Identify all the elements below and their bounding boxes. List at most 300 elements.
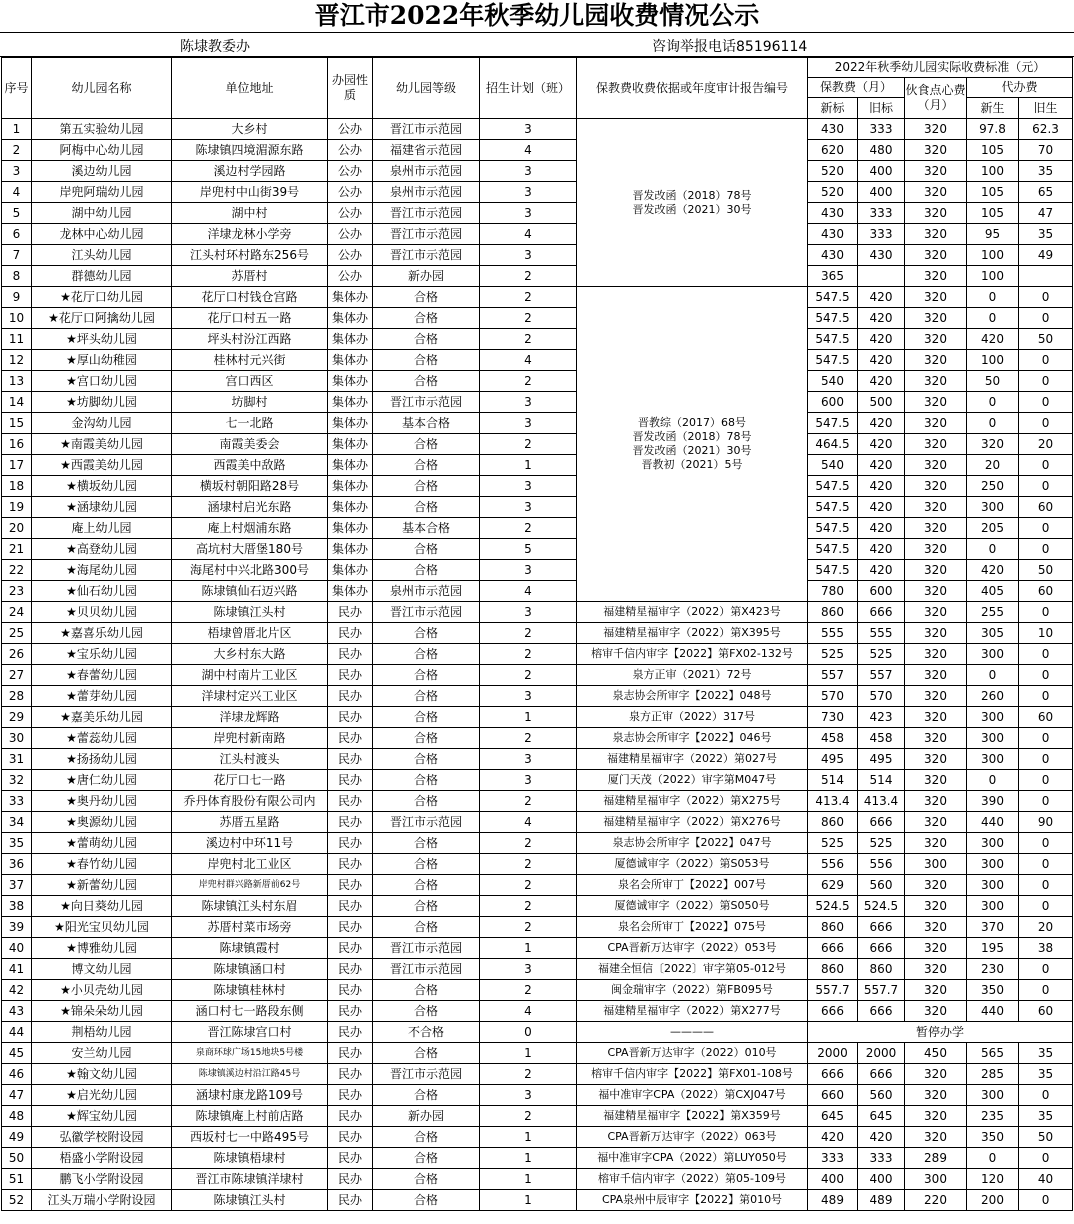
cell-tuition-old: 420 [858, 413, 905, 434]
cell-index: 9 [2, 287, 32, 308]
cell-agency-old: 50 [1019, 560, 1073, 581]
cell-tuition-old: 666 [858, 1064, 905, 1085]
cell-address: 泉商环球广场15地块5号楼 [172, 1043, 328, 1064]
cell-plan: 3 [480, 119, 577, 140]
cell-level: 合格 [373, 560, 480, 581]
table-row [2, 1169, 1073, 1190]
cell-level: 合格 [373, 686, 480, 707]
cell-basis-group-public: 晋发改函（2018）78号 晋发改函（2021）30号 [577, 119, 808, 287]
cell-agency-new: 0 [967, 770, 1019, 791]
cell-tuition-old: 420 [858, 287, 905, 308]
cell-tuition-old: 420 [858, 518, 905, 539]
cell-agency-old: 40 [1019, 1169, 1073, 1190]
table-row [2, 770, 1073, 791]
cell-nature: 民办 [328, 833, 373, 854]
cell-agency-old: 60 [1019, 707, 1073, 728]
cell-meal: 320 [905, 728, 967, 749]
cell-agency-new: 305 [967, 623, 1019, 644]
header-new-standard: 新标 [808, 98, 858, 119]
cell-index: 3 [2, 161, 32, 182]
cell-name: ★奥源幼儿园 [32, 812, 172, 833]
cell-agency-old: 0 [1019, 1190, 1073, 1211]
cell-meal: 320 [905, 980, 967, 1001]
cell-agency-new: 0 [967, 1148, 1019, 1169]
cell-plan: 3 [480, 203, 577, 224]
cell-nature: 民办 [328, 1169, 373, 1190]
cell-plan: 2 [480, 833, 577, 854]
cell-agency-old: 20 [1019, 917, 1073, 938]
header-nature: 办园性质 [328, 58, 373, 119]
cell-tuition-new: 666 [808, 1064, 858, 1085]
cell-plan: 2 [480, 980, 577, 1001]
cell-agency-new: 100 [967, 161, 1019, 182]
table-row [2, 938, 1073, 959]
cell-name: ★春蕾幼儿园 [32, 665, 172, 686]
cell-tuition-old: 420 [858, 329, 905, 350]
cell-meal: 320 [905, 644, 967, 665]
cell-tuition-old: 420 [858, 1127, 905, 1148]
cell-meal: 320 [905, 686, 967, 707]
cell-address: 宫口西区 [172, 371, 328, 392]
cell-tuition-new: 547.5 [808, 287, 858, 308]
table-row [2, 917, 1073, 938]
table-row [2, 455, 1073, 476]
cell-name: ★春竹幼儿园 [32, 854, 172, 875]
cell-tuition-new: 489 [808, 1190, 858, 1211]
cell-agency-new: 195 [967, 938, 1019, 959]
cell-level: 合格 [373, 917, 480, 938]
cell-index: 49 [2, 1127, 32, 1148]
table-row [2, 959, 1073, 980]
header-name: 幼儿园名称 [32, 58, 172, 119]
cell-name: ★嘉美乐幼儿园 [32, 707, 172, 728]
cell-index: 42 [2, 980, 32, 1001]
cell-agency-new: 300 [967, 875, 1019, 896]
cell-name: ★西霞美幼儿园 [32, 455, 172, 476]
cell-address: 湖中村南片工业区 [172, 665, 328, 686]
cell-agency-new: 440 [967, 812, 1019, 833]
cell-plan: 0 [480, 1022, 577, 1043]
cell-meal: 320 [905, 770, 967, 791]
cell-agency-new: 205 [967, 518, 1019, 539]
cell-agency-old: 0 [1019, 728, 1073, 749]
cell-agency-old: 0 [1019, 518, 1073, 539]
cell-tuition-new: 557 [808, 665, 858, 686]
cell-address: 岸兜村中山街39号 [172, 182, 328, 203]
cell-address: 陈埭镇仙石迈兴路 [172, 581, 328, 602]
cell-index: 39 [2, 917, 32, 938]
cell-name: ★宝乐幼儿园 [32, 644, 172, 665]
cell-agency-old: 0 [1019, 980, 1073, 1001]
organization-label: 陈埭教委办 [180, 39, 250, 55]
cell-level: 合格 [373, 854, 480, 875]
cell-agency-old: 35 [1019, 224, 1073, 245]
cell-tuition-new: 458 [808, 728, 858, 749]
table-row [2, 707, 1073, 728]
cell-agency-new: 350 [967, 1127, 1019, 1148]
cell-agency-new: 0 [967, 539, 1019, 560]
cell-tuition-old: 557.7 [858, 980, 905, 1001]
cell-level: 晋江市示范园 [373, 119, 480, 140]
cell-address: 陈埭镇江头村东眉 [172, 896, 328, 917]
cell-tuition-old: 420 [858, 308, 905, 329]
cell-level: 合格 [373, 749, 480, 770]
cell-agency-old: 62.3 [1019, 119, 1073, 140]
cell-level: 新办园 [373, 266, 480, 287]
cell-plan: 3 [480, 245, 577, 266]
table-row [2, 581, 1073, 602]
cell-basis: 厦门天茂（2022）审字第M047号 [577, 770, 808, 791]
cell-address: 陈埭镇江头村 [172, 602, 328, 623]
cell-index: 25 [2, 623, 32, 644]
cell-tuition-new: 547.5 [808, 539, 858, 560]
cell-tuition-old: 2000 [858, 1043, 905, 1064]
cell-meal: 320 [905, 917, 967, 938]
cell-address: 海尾村中兴北路300号 [172, 560, 328, 581]
cell-tuition-old: 333 [858, 119, 905, 140]
cell-plan: 2 [480, 1106, 577, 1127]
cell-address: 陈埭镇桂林村 [172, 980, 328, 1001]
cell-level: 基本合格 [373, 413, 480, 434]
cell-level: 晋江市示范园 [373, 224, 480, 245]
cell-basis: 福建精星福审字【2022】第X359号 [577, 1106, 808, 1127]
cell-agency-old: 49 [1019, 245, 1073, 266]
table-row [2, 896, 1073, 917]
cell-meal: 320 [905, 791, 967, 812]
cell-tuition-new: 2000 [808, 1043, 858, 1064]
cell-name: ★蕾萌幼儿园 [32, 833, 172, 854]
cell-index: 11 [2, 329, 32, 350]
cell-plan: 3 [480, 1085, 577, 1106]
cell-level: 晋江市示范园 [373, 602, 480, 623]
cell-name: ★坪头幼儿园 [32, 329, 172, 350]
cell-meal: 320 [905, 1106, 967, 1127]
cell-agency-old: 0 [1019, 1148, 1073, 1169]
table-row [2, 203, 1073, 224]
cell-basis: ———— [577, 1022, 808, 1043]
cell-nature: 民办 [328, 665, 373, 686]
cell-agency-old: 0 [1019, 770, 1073, 791]
cell-tuition-new: 430 [808, 119, 858, 140]
cell-level: 合格 [373, 728, 480, 749]
cell-agency-old: 0 [1019, 749, 1073, 770]
cell-tuition-old: 556 [858, 854, 905, 875]
cell-index: 6 [2, 224, 32, 245]
cell-basis-group-collective: 晋教综（2017）68号 晋发改函（2018）78号 晋发改函（2021）30号 晋教初（2021）5号 [577, 287, 808, 602]
cell-nature: 民办 [328, 854, 373, 875]
cell-meal: 320 [905, 434, 967, 455]
cell-plan: 1 [480, 1043, 577, 1064]
cell-meal: 300 [905, 1169, 967, 1190]
cell-level: 合格 [373, 371, 480, 392]
cell-meal: 320 [905, 1127, 967, 1148]
cell-address: 溪边村中环11号 [172, 833, 328, 854]
cell-name: 岸兜阿瑞幼儿园 [32, 182, 172, 203]
table-body [2, 119, 1073, 1211]
cell-tuition-new: 430 [808, 245, 858, 266]
header-basis: 保教费收费依据或年度审计报告编号 [577, 58, 808, 119]
cell-plan: 4 [480, 224, 577, 245]
cell-name: 阿梅中心幼儿园 [32, 140, 172, 161]
cell-nature: 公办 [328, 245, 373, 266]
cell-meal: 320 [905, 1064, 967, 1085]
cell-tuition-new: 524.5 [808, 896, 858, 917]
cell-address: 坪头村汾江西路 [172, 329, 328, 350]
cell-agency-new: 420 [967, 329, 1019, 350]
cell-nature: 公办 [328, 140, 373, 161]
fee-table [1, 57, 1073, 1211]
cell-name: 金沟幼儿园 [32, 413, 172, 434]
table-row [2, 287, 1073, 308]
cell-name: 第五实验幼儿园 [32, 119, 172, 140]
cell-tuition-old: 560 [858, 875, 905, 896]
cell-tuition-old: 400 [858, 1169, 905, 1190]
cell-level: 泉州市示范园 [373, 161, 480, 182]
cell-nature: 民办 [328, 644, 373, 665]
cell-tuition-new: 547.5 [808, 476, 858, 497]
cell-index: 40 [2, 938, 32, 959]
cell-nature: 公办 [328, 224, 373, 245]
cell-plan: 2 [480, 308, 577, 329]
cell-level: 晋江市示范园 [373, 203, 480, 224]
cell-plan: 4 [480, 812, 577, 833]
cell-meal: 450 [905, 1043, 967, 1064]
cell-name: 江头万瑞小学附设园 [32, 1190, 172, 1211]
cell-plan: 3 [480, 686, 577, 707]
cell-name: ★贝贝幼儿园 [32, 602, 172, 623]
cell-nature: 民办 [328, 728, 373, 749]
cell-nature: 民办 [328, 707, 373, 728]
cell-tuition-new: 430 [808, 224, 858, 245]
cell-meal: 320 [905, 329, 967, 350]
table-row [2, 140, 1073, 161]
cell-level: 合格 [373, 896, 480, 917]
cell-agency-new: 100 [967, 245, 1019, 266]
cell-nature: 民办 [328, 602, 373, 623]
cell-plan: 2 [480, 665, 577, 686]
cell-level: 晋江市示范园 [373, 392, 480, 413]
cell-agency-new: 0 [967, 392, 1019, 413]
cell-meal: 320 [905, 602, 967, 623]
cell-agency-new: 97.8 [967, 119, 1019, 140]
cell-agency-new: 0 [967, 308, 1019, 329]
cell-plan: 2 [480, 1064, 577, 1085]
cell-level: 合格 [373, 476, 480, 497]
cell-plan: 3 [480, 413, 577, 434]
cell-level: 合格 [373, 539, 480, 560]
cell-agency-old: 60 [1019, 497, 1073, 518]
cell-meal: 320 [905, 140, 967, 161]
cell-meal: 320 [905, 413, 967, 434]
cell-index: 34 [2, 812, 32, 833]
cell-tuition-new: 520 [808, 161, 858, 182]
cell-agency-new: 95 [967, 224, 1019, 245]
cell-agency-old: 0 [1019, 371, 1073, 392]
cell-index: 35 [2, 833, 32, 854]
cell-agency-new: 50 [967, 371, 1019, 392]
cell-level: 晋江市示范园 [373, 812, 480, 833]
cell-index: 1 [2, 119, 32, 140]
cell-nature: 民办 [328, 1022, 373, 1043]
cell-nature: 民办 [328, 749, 373, 770]
cell-tuition-old: 570 [858, 686, 905, 707]
cell-tuition-new: 547.5 [808, 308, 858, 329]
cell-tuition-new: 645 [808, 1106, 858, 1127]
cell-level: 合格 [373, 350, 480, 371]
cell-meal: 320 [905, 581, 967, 602]
cell-name: ★辉宝幼儿园 [32, 1106, 172, 1127]
cell-address: 陈埭镇四境湄源东路 [172, 140, 328, 161]
cell-basis: 福建精星福审字（2022）第X276号 [577, 812, 808, 833]
cell-index: 29 [2, 707, 32, 728]
cell-name: ★新蕾幼儿园 [32, 875, 172, 896]
cell-index: 37 [2, 875, 32, 896]
cell-address: 陈埭镇梧埭村 [172, 1148, 328, 1169]
cell-agency-old: 35 [1019, 1043, 1073, 1064]
table-row [2, 665, 1073, 686]
cell-meal: 320 [905, 203, 967, 224]
cell-tuition-new: 547.5 [808, 560, 858, 581]
cell-level: 泉州市示范园 [373, 581, 480, 602]
cell-agency-old: 0 [1019, 854, 1073, 875]
cell-nature: 民办 [328, 791, 373, 812]
cell-agency-old: 0 [1019, 308, 1073, 329]
table-row [2, 1190, 1073, 1211]
cell-name: ★涵埭幼儿园 [32, 497, 172, 518]
header-agency: 代办费 [967, 78, 1073, 98]
cell-meal: 320 [905, 308, 967, 329]
table-row [2, 602, 1073, 623]
cell-agency-old: 65 [1019, 182, 1073, 203]
cell-plan: 3 [480, 392, 577, 413]
cell-tuition-new: 860 [808, 959, 858, 980]
cell-index: 47 [2, 1085, 32, 1106]
cell-level: 合格 [373, 980, 480, 1001]
cell-tuition-old: 420 [858, 434, 905, 455]
table-row [2, 161, 1073, 182]
table-row [2, 644, 1073, 665]
cell-agency-new: 100 [967, 350, 1019, 371]
cell-index: 5 [2, 203, 32, 224]
cell-nature: 集体办 [328, 392, 373, 413]
cell-plan: 1 [480, 1169, 577, 1190]
cell-agency-new: 300 [967, 707, 1019, 728]
cell-level: 合格 [373, 623, 480, 644]
cell-nature: 集体办 [328, 518, 373, 539]
cell-tuition-old: 430 [858, 245, 905, 266]
cell-name: ★博雅幼儿园 [32, 938, 172, 959]
cell-agency-new: 0 [967, 413, 1019, 434]
cell-agency-new: 300 [967, 833, 1019, 854]
cell-nature: 集体办 [328, 497, 373, 518]
cell-name: ★小贝壳幼儿园 [32, 980, 172, 1001]
table-row [2, 623, 1073, 644]
cell-agency-new: 200 [967, 1190, 1019, 1211]
cell-meal: 320 [905, 959, 967, 980]
cell-agency-new: 440 [967, 1001, 1019, 1022]
cell-name: ★坊脚幼儿园 [32, 392, 172, 413]
cell-agency-old: 0 [1019, 665, 1073, 686]
table-row [2, 1085, 1073, 1106]
cell-tuition-new: 629 [808, 875, 858, 896]
cell-address: 坊脚村 [172, 392, 328, 413]
cell-agency-new: 285 [967, 1064, 1019, 1085]
cell-index: 7 [2, 245, 32, 266]
cell-agency-old: 0 [1019, 287, 1073, 308]
cell-tuition-new: 333 [808, 1148, 858, 1169]
cell-level: 合格 [373, 833, 480, 854]
cell-name: ★花厅口幼儿园 [32, 287, 172, 308]
cell-meal: 320 [905, 119, 967, 140]
cell-tuition-new: 666 [808, 938, 858, 959]
cell-plan: 2 [480, 329, 577, 350]
hotline-label: 咨询举报电话85196114 [652, 39, 808, 55]
cell-index: 36 [2, 854, 32, 875]
table-row [2, 434, 1073, 455]
cell-agency-new: 370 [967, 917, 1019, 938]
cell-index: 8 [2, 266, 32, 287]
cell-meal: 320 [905, 476, 967, 497]
table-row [2, 518, 1073, 539]
cell-level: 合格 [373, 1148, 480, 1169]
cell-index: 20 [2, 518, 32, 539]
cell-address: 江头村渡头 [172, 749, 328, 770]
cell-name: 群德幼儿园 [32, 266, 172, 287]
cell-basis: CPA晋新万达审字（2022）063号 [577, 1127, 808, 1148]
cell-meal: 320 [905, 938, 967, 959]
cell-address: 洋埭村定兴工业区 [172, 686, 328, 707]
cell-tuition-new: 860 [808, 812, 858, 833]
cell-tuition-new: 780 [808, 581, 858, 602]
cell-agency-old: 50 [1019, 329, 1073, 350]
cell-address: 涵埭村启光东路 [172, 497, 328, 518]
cell-agency-old: 0 [1019, 686, 1073, 707]
cell-index: 48 [2, 1106, 32, 1127]
cell-index: 26 [2, 644, 32, 665]
cell-tuition-new: 600 [808, 392, 858, 413]
cell-basis: 泉志协会所审字【2022】046号 [577, 728, 808, 749]
cell-agency-new: 100 [967, 266, 1019, 287]
cell-meal: 320 [905, 833, 967, 854]
cell-nature: 集体办 [328, 455, 373, 476]
cell-meal: 289 [905, 1148, 967, 1169]
cell-name: ★扬扬幼儿园 [32, 749, 172, 770]
cell-agency-old: 60 [1019, 1001, 1073, 1022]
cell-plan: 2 [480, 917, 577, 938]
cell-plan: 2 [480, 434, 577, 455]
cell-index: 23 [2, 581, 32, 602]
cell-basis: 福建精星福审字（2022）第X395号 [577, 623, 808, 644]
cell-agency-new: 105 [967, 182, 1019, 203]
cell-index: 27 [2, 665, 32, 686]
cell-tuition-new: 514 [808, 770, 858, 791]
table-row [2, 1127, 1073, 1148]
cell-tuition-new: 555 [808, 623, 858, 644]
cell-level: 合格 [373, 770, 480, 791]
cell-name: ★奥丹幼儿园 [32, 791, 172, 812]
cell-plan: 2 [480, 623, 577, 644]
cell-tuition-old: 555 [858, 623, 905, 644]
cell-name: 湖中幼儿园 [32, 203, 172, 224]
cell-tuition-old: 420 [858, 560, 905, 581]
table-row [2, 224, 1073, 245]
cell-agency-old [1019, 266, 1073, 287]
cell-address: 大乡村 [172, 119, 328, 140]
cell-basis: 福建精星福审字（2022）第X277号 [577, 1001, 808, 1022]
cell-nature: 集体办 [328, 434, 373, 455]
cell-meal: 320 [905, 224, 967, 245]
cell-level: 晋江市示范园 [373, 245, 480, 266]
